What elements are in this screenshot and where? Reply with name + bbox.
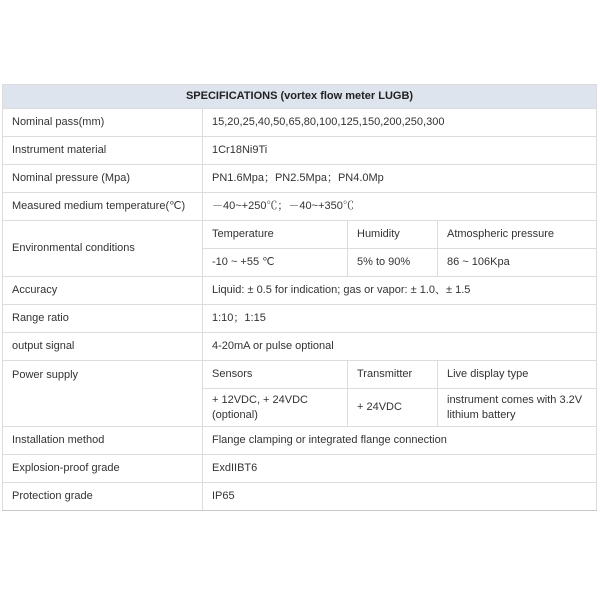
table-row-nominal-pass (3, 109, 597, 137)
table-row-medium-temperature (3, 193, 597, 221)
sub-value-atmospheric-pressure: 86 ~ 106Kpa (438, 249, 597, 277)
row-label: Nominal pressure (Mpa) (3, 165, 203, 193)
sub-header-temperature: Temperature (203, 221, 348, 249)
sub-header-live-display-type: Live display type (438, 361, 597, 389)
table-title: SPECIFICATIONS (vortex flow meter LUGB) (3, 85, 597, 109)
sub-value-sensors: + 12VDC, + 24VDC (optional) (203, 389, 348, 427)
table-title-row (3, 85, 597, 109)
row-label: Range ratio (3, 305, 203, 333)
sub-header-atmospheric-pressure: Atmospheric pressure (438, 221, 597, 249)
row-label: Instrument material (3, 137, 203, 165)
row-label: Measured medium temperature(℃) (3, 193, 203, 221)
row-value: 1Cr18Ni9Ti (203, 137, 597, 165)
table-row-range-ratio (3, 305, 597, 333)
row-value: －40~+250℃；－40~+350℃ (203, 193, 597, 221)
row-value: Flange clamping or integrated flange connection (203, 427, 597, 455)
table-row-protection-grade (3, 483, 597, 511)
row-label: Accuracy (3, 277, 203, 305)
sub-value-live-display-type: instrument comes with 3.2V lithium battery (438, 389, 597, 427)
sub-header-sensors: Sensors (203, 361, 348, 389)
row-value: PN1.6Mpa；PN2.5Mpa；PN4.0Mp (203, 165, 597, 193)
sub-value-transmitter: + 24VDC (348, 389, 438, 427)
sub-header-humidity: Humidity (348, 221, 438, 249)
row-value: IP65 (203, 483, 597, 511)
row-label: output signal (3, 333, 203, 361)
row-value: 4-20mA or pulse optional (203, 333, 597, 361)
sub-value-humidity: 5% to 90% (348, 249, 438, 277)
table-row-nominal-pressure (3, 165, 597, 193)
table-row-power-supply-headers (3, 361, 597, 389)
table-row-environmental-conditions-headers (3, 221, 597, 249)
specifications-table (2, 84, 597, 511)
row-label: Installation method (3, 427, 203, 455)
table-row-installation-method (3, 427, 597, 455)
table-row-explosion-proof-grade (3, 455, 597, 483)
row-label: Environmental conditions (3, 221, 203, 277)
sub-value-temperature: -10 ~ +55 ℃ (203, 249, 348, 277)
row-value: 1:10；1:15 (203, 305, 597, 333)
row-label: Power supply (3, 361, 203, 427)
row-label: Nominal pass(mm) (3, 109, 203, 137)
table-row-accuracy (3, 277, 597, 305)
table-row-instrument-material (3, 137, 597, 165)
table-row-output-signal (3, 333, 597, 361)
row-label: Protection grade (3, 483, 203, 511)
row-value: Liquid: ± 0.5 for indication; gas or vapor: ± 1.0、± 1.5 (203, 277, 597, 305)
row-value: 15,20,25,40,50,65,80,100,125,150,200,250,300 (203, 109, 597, 137)
row-value: ExdIIBT6 (203, 455, 597, 483)
sub-header-transmitter: Transmitter (348, 361, 438, 389)
row-label: Explosion-proof grade (3, 455, 203, 483)
